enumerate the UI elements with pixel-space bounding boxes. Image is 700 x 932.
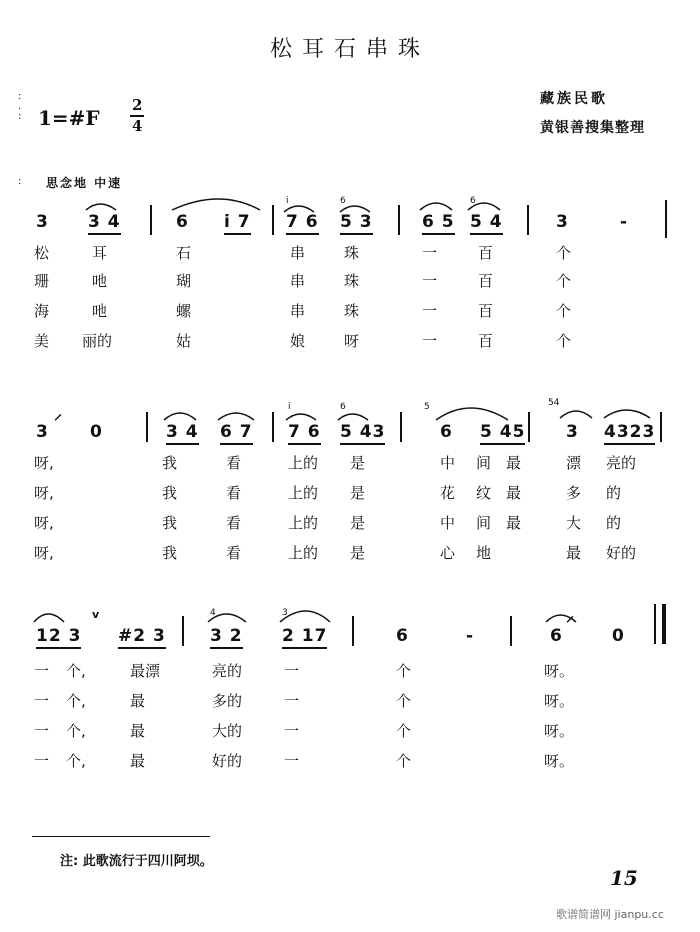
key-signature: 1=#F xyxy=(38,106,100,130)
lyric: 个 xyxy=(396,752,412,770)
lyric: 看 xyxy=(226,454,242,472)
lyric: 一 xyxy=(422,244,438,262)
lyric: 最 xyxy=(506,454,522,472)
lyric: 最 xyxy=(506,484,522,502)
lyric: 娘 xyxy=(290,332,306,350)
lyric: 上的 xyxy=(288,484,319,502)
note: 0 xyxy=(90,422,103,442)
lyric: 一 xyxy=(34,692,50,710)
lyric: 姑 xyxy=(176,332,192,350)
lyric: 呀。 xyxy=(544,752,575,770)
lyric: 百 xyxy=(478,272,494,290)
lyric: 呀, xyxy=(34,484,54,502)
lyric: 呀, xyxy=(34,514,54,532)
lyric: 一 xyxy=(34,662,50,680)
lyric: 珠 xyxy=(344,302,360,320)
lyric: 漂 xyxy=(566,454,582,472)
lyric: 大 xyxy=(566,514,582,532)
grace-mark: 6 xyxy=(470,196,476,206)
lyric: 看 xyxy=(226,514,242,532)
lyric: 地 xyxy=(476,544,492,562)
lyric: 百 xyxy=(478,332,494,350)
grace-mark: 5 xyxy=(424,402,430,412)
grace-mark: 3 xyxy=(282,608,288,618)
song-source: 藏族民歌 xyxy=(540,91,608,107)
footnote: 注: 此歌流行于四川阿坝。 xyxy=(60,854,213,869)
note: 3 4 xyxy=(88,212,121,235)
lyric: 个, xyxy=(66,722,86,740)
lyric: 个 xyxy=(556,302,572,320)
lyric: 个 xyxy=(396,692,412,710)
lyric: 我 xyxy=(162,484,178,502)
lyric: 是 xyxy=(350,484,366,502)
time-signature-bottom: 4 xyxy=(132,117,143,135)
lyric: 吔 xyxy=(92,302,108,320)
lyric: 一 xyxy=(284,662,300,680)
lyric: 呀。 xyxy=(544,662,575,680)
lyric: 间 xyxy=(476,514,492,532)
lyric: 珠 xyxy=(344,272,360,290)
lyric: 间 xyxy=(476,454,492,472)
lyric: 好的 xyxy=(606,544,637,562)
lyric: 珊 xyxy=(34,272,50,290)
page-number: 15 xyxy=(610,866,638,890)
lyric: 一 xyxy=(422,272,438,290)
grace-mark: i xyxy=(286,196,289,206)
lyric: 呀。 xyxy=(544,722,575,740)
note: 3 4 xyxy=(166,422,199,445)
lyric: 上的 xyxy=(288,514,319,532)
lyric: 呀, xyxy=(34,454,54,472)
lyric: 我 xyxy=(162,544,178,562)
note: 7 6 xyxy=(286,212,319,235)
note: - xyxy=(620,212,629,232)
lyric: 亮的 xyxy=(212,662,243,680)
lyric: 我 xyxy=(162,454,178,472)
lyric: 最 xyxy=(130,752,146,770)
note: - xyxy=(466,626,475,646)
lyric: 个, xyxy=(66,662,86,680)
lyric: 个 xyxy=(556,272,572,290)
lyric: 串 xyxy=(290,272,306,290)
ornament-mark: ⸝ xyxy=(54,404,63,423)
grace-mark: i xyxy=(288,402,291,412)
lyric: 看 xyxy=(226,484,242,502)
note: i 7 xyxy=(224,212,251,235)
note: 4323 xyxy=(604,422,655,445)
lyric: 呀, xyxy=(34,544,54,562)
lyric: 百 xyxy=(478,244,494,262)
note: 3 xyxy=(36,212,49,232)
note: 6 5 xyxy=(422,212,455,235)
note: 5 3 xyxy=(340,212,373,235)
lyric: 最 xyxy=(506,514,522,532)
note: 6 xyxy=(440,422,453,442)
lyric: 耳 xyxy=(92,244,108,262)
lyric: 上的 xyxy=(288,454,319,472)
lyric: 一 xyxy=(422,302,438,320)
note: 7 6 xyxy=(288,422,321,445)
note: 12 3 xyxy=(36,626,81,649)
lyric: 石 xyxy=(176,244,192,262)
watermark: 歌谱简谱网 jianpu.cc xyxy=(556,908,664,921)
lyric: 最 xyxy=(130,722,146,740)
breath-mark: v xyxy=(92,608,100,621)
lyric: 一 xyxy=(284,752,300,770)
lyric: 螺 xyxy=(176,302,192,320)
note: 2 17 xyxy=(282,626,327,649)
lyric: 大的 xyxy=(212,722,243,740)
lyric: 个 xyxy=(396,722,412,740)
tempo-marking: 思念地 中速 xyxy=(46,176,123,190)
lyric: 呀。 xyxy=(544,692,575,710)
grace-mark: 6 xyxy=(340,402,346,412)
lyric: 吔 xyxy=(92,272,108,290)
lyric: 个 xyxy=(396,662,412,680)
lyric: 是 xyxy=(350,454,366,472)
note: 6 7 xyxy=(220,422,253,445)
lyric: 是 xyxy=(350,544,366,562)
margin-mark: : xyxy=(18,176,22,187)
lyric: 海 xyxy=(34,302,50,320)
lyric: 个, xyxy=(66,692,86,710)
lyric: 串 xyxy=(290,244,306,262)
lyric: 美 xyxy=(34,332,50,350)
lyric: 心 xyxy=(440,544,456,562)
note: 6 xyxy=(396,626,409,646)
note: 3 xyxy=(566,422,579,442)
lyric: 多的 xyxy=(212,692,243,710)
lyric: 一 xyxy=(34,722,50,740)
time-signature-top: 2 xyxy=(132,96,143,114)
lyric: 珠 xyxy=(344,244,360,262)
note: 5 45 xyxy=(480,422,525,445)
lyric: 纹 xyxy=(476,484,492,502)
note: #2 3 xyxy=(118,626,166,649)
lyric: 最漂 xyxy=(130,662,161,680)
lyric: 串 xyxy=(290,302,306,320)
lyric: 的 xyxy=(606,514,622,532)
lyric: 花 xyxy=(440,484,456,502)
lyric: 一 xyxy=(34,752,50,770)
lyric: 好的 xyxy=(212,752,243,770)
note: 5 4 xyxy=(470,212,503,235)
lyric: 亮的 xyxy=(606,454,637,472)
lyric: 最 xyxy=(566,544,582,562)
lyric: 呀 xyxy=(344,332,360,350)
lyric: 最 xyxy=(130,692,146,710)
lyric: 松 xyxy=(34,244,50,262)
note: 6 xyxy=(176,212,189,232)
lyric: 瑚 xyxy=(176,272,192,290)
lyric: 个, xyxy=(66,752,86,770)
grace-mark: 6 xyxy=(340,196,346,206)
song-title: 松耳石串珠 xyxy=(269,37,430,62)
lyric: 看 xyxy=(226,544,242,562)
arranger-credit: 黄银善搜集整理 xyxy=(540,120,645,136)
note: 6 xyxy=(550,626,563,646)
lyric: 多 xyxy=(566,484,582,502)
footnote-rule xyxy=(32,836,210,837)
lyric: 一 xyxy=(422,332,438,350)
margin-mark: : . : xyxy=(18,91,22,122)
lyric: 中 xyxy=(440,454,456,472)
lyric: 一 xyxy=(284,692,300,710)
lyric: 是 xyxy=(350,514,366,532)
lyric: 个 xyxy=(556,332,572,350)
note: 3 2 xyxy=(210,626,243,649)
grace-mark: 54 xyxy=(548,398,560,408)
note: 0 xyxy=(612,626,625,646)
lyric: 一 xyxy=(284,722,300,740)
lyric: 我 xyxy=(162,514,178,532)
ornament-mark: ⸝ xyxy=(566,606,575,625)
note: 5 43 xyxy=(340,422,385,445)
lyric: 丽的 xyxy=(82,332,113,350)
lyric: 个 xyxy=(556,244,572,262)
grace-mark: 4 xyxy=(210,608,216,618)
lyric: 中 xyxy=(440,514,456,532)
note: 3 xyxy=(36,422,49,442)
lyric: 上的 xyxy=(288,544,319,562)
lyric: 的 xyxy=(606,484,622,502)
lyric: 百 xyxy=(478,302,494,320)
note: 3 xyxy=(556,212,569,232)
